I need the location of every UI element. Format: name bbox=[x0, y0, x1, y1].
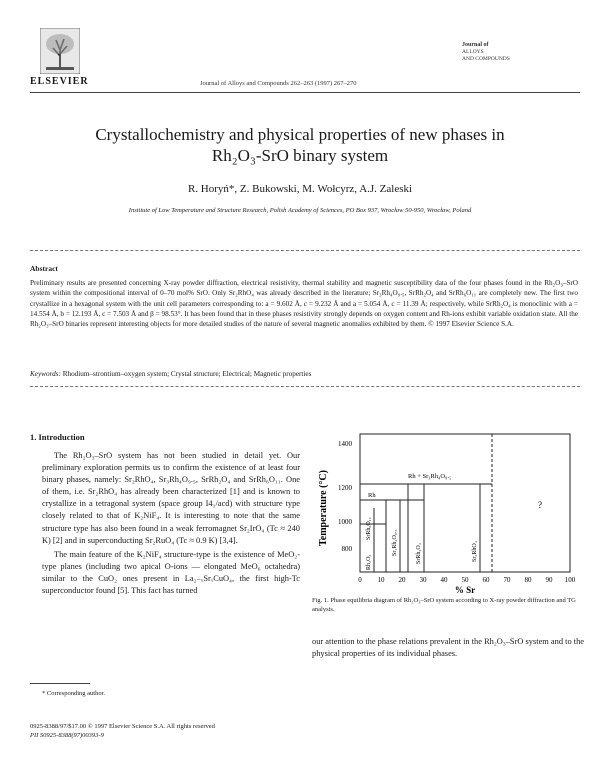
phase-diagram-figure bbox=[312, 428, 584, 599]
abstract-top-divider bbox=[30, 250, 580, 251]
right-column-text: our attention to the phase relations prevalent in the Rh₂O₃–SrO system and to the physical properties of its individual phases. bbox=[312, 637, 584, 659]
figure-caption: Fig. 1. Phase equilibria diagram of Rh₂O₃–SrO system according to X-ray powder diffraction and TG analysis. bbox=[312, 597, 576, 613]
phase-label-sr2rh: Sr₂RhO₄ bbox=[472, 541, 478, 562]
keywords-list: Rhodium–strontium–oxygen system; Crystal structure; Electrical; Magnetic properties bbox=[62, 370, 312, 378]
y-axis-label: Temperature (°C) bbox=[318, 470, 329, 546]
phase-label-srrh2: SrRh₂O₄ bbox=[416, 543, 422, 564]
copyright bbox=[30, 722, 215, 740]
x-tick-label: 60 bbox=[482, 576, 490, 584]
intro-paragraph-2: The main feature of the K₂NiF₄ structure-type is the existence of MeO₂-type planes (including two apical O-ions — elongated MeO₆ octahedra) similar to the CuO₂ ones present in La₂₋ₓSrₓCuO₄, the first high-Tc superconductor found [5]. This fact has turned bbox=[42, 549, 300, 596]
footnote-divider bbox=[30, 683, 90, 684]
title-line-2: Rh₂O₃-SrO binary system bbox=[211, 146, 389, 165]
phase-diagram bbox=[312, 428, 584, 594]
footnote: * Corresponding author. bbox=[42, 690, 106, 697]
abstract-bottom-divider bbox=[30, 386, 580, 387]
badge-line-2: AND COMPOUNDS bbox=[462, 56, 510, 62]
x-axis-label: % Sr bbox=[454, 585, 476, 594]
phase-label-rh2o3: Rh₂O₃ bbox=[366, 554, 372, 570]
x-tick-label: 10 bbox=[377, 576, 385, 584]
intro-paragraph-1: The Rh₂O₃–SrO system has not been studied in detail yet. Our preliminary exploration permits us to confirm the existence of at least four binary phases, namely: Sr₂RhO₄, Sr₃Rh₄O₉.₅, SrRh₂O₄ and SrRh₆O₁₁. One of them, i.e. Sr₂RhO₄ has already been characterized [1] and is known to crystallize in a tetragonal system (space group I4₁/acd) with structure type closely related to that of K₂NiF₄. It is interesting to note that the same structure type has also been found in a weak ferromagnet Sr₂IrO₄ (Tc ≈ 240 K) [2] and in superconducting Sr₂RuO₄ (Tc ≈ 0.9 K) [3,4]. bbox=[42, 451, 300, 545]
y-tick-label: 800 bbox=[341, 545, 352, 553]
header-divider bbox=[30, 92, 580, 93]
x-tick-label: 100 bbox=[564, 576, 576, 584]
keywords bbox=[30, 370, 578, 378]
y-tick-label: 1400 bbox=[338, 440, 352, 448]
intro-text bbox=[42, 450, 300, 597]
x-tick-label: 40 bbox=[440, 576, 448, 584]
x-tick-label: 0 bbox=[358, 576, 362, 584]
phase-label-top: Rh + Sr₃Rh₄O₉.₅ bbox=[408, 473, 452, 480]
x-tick-label: 70 bbox=[503, 576, 511, 584]
x-tick-label: 80 bbox=[524, 576, 532, 584]
x-tick-label: 50 bbox=[461, 576, 469, 584]
copyright-line-1: 0925-8388/97/$17.00 © 1997 Elsevier Science S.A. All rights reserved bbox=[30, 723, 215, 730]
phase-label-unknown: ? bbox=[538, 500, 542, 510]
tree-logo-icon bbox=[40, 28, 80, 74]
elsevier-tree-logo bbox=[40, 28, 80, 74]
phase-label-srrh6: SrRh₆O₁₁ bbox=[366, 517, 372, 540]
authors: R. Horyń*, Z. Bukowski, M. Wołcyrz, A.J. Zaleski bbox=[187, 183, 413, 195]
abstract-heading: Abstract bbox=[30, 264, 58, 273]
phase-label-rh: Rh bbox=[368, 492, 376, 499]
journal-reference: Journal of Alloys and Compounds 262–263 (1997) 267–270 bbox=[200, 80, 357, 87]
paper-title bbox=[60, 124, 540, 166]
pii-line: PII S0925-8388(97)00393-9 bbox=[30, 732, 104, 739]
y-tick-label: 1000 bbox=[338, 518, 352, 526]
badge-line-1: ALLOYS bbox=[462, 49, 484, 55]
keywords-label: Keywords: bbox=[30, 370, 61, 378]
title-line-1: Crystallochemistry and physical properties of new phases in bbox=[95, 125, 505, 144]
x-tick-label: 20 bbox=[398, 576, 406, 584]
y-tick-label: 1200 bbox=[338, 484, 352, 492]
publisher-name: ELSEVIER bbox=[30, 76, 89, 87]
phase-label-sr3rh4: Sr₃Rh₄O₉.₅ bbox=[392, 529, 398, 556]
affiliation: Institute of Low Temperature and Structure Research, Polish Academy of Sciences, PO Box 937, Wrocław 50-950, Wrocław, Poland bbox=[128, 207, 472, 214]
x-tick-label: 90 bbox=[545, 576, 553, 584]
abstract-body: Preliminary results are presented concerning X-ray powder diffraction, electrical resistivity, thermal stability and magnetic susceptibility data of the four phases found in the Rh₂O₃–SrO system within the compositional interval of 0–70 mol% SrO. Only Sr₂RhO₄ was already described in the literature; Sr₃Rh₄O₉.₅, SrRh₂O₄ and SrRh₆O₁₁ are completely new. The first two crystallize in a hexagonal system with the unit cell parameters corresponding to: a = 9.602 Å, c = 9.232 Å and a = 5.054 Å, c = 11.39 Å; respectively, while SrRh₂O₄ is monoclinic with a = 14.554 Å, b = 12.193 Å, c = 7.503 Å and β = 98.53°. It has been found that in these phases resistivity strongly depends on oxygen content and Rh-ions exhibit variable oxidation state. All the Rh₂O₃–SrO binaries represent interesting objects for more detailed studies of the nature of several magnetic anomalies exhibited by them. © 1997 Elsevier Science S.A. bbox=[30, 279, 578, 329]
section-heading: 1. Introduction bbox=[30, 432, 85, 442]
journal-badge bbox=[462, 42, 572, 63]
x-tick-label: 30 bbox=[419, 576, 427, 584]
badge-title: Journal of bbox=[462, 42, 489, 48]
